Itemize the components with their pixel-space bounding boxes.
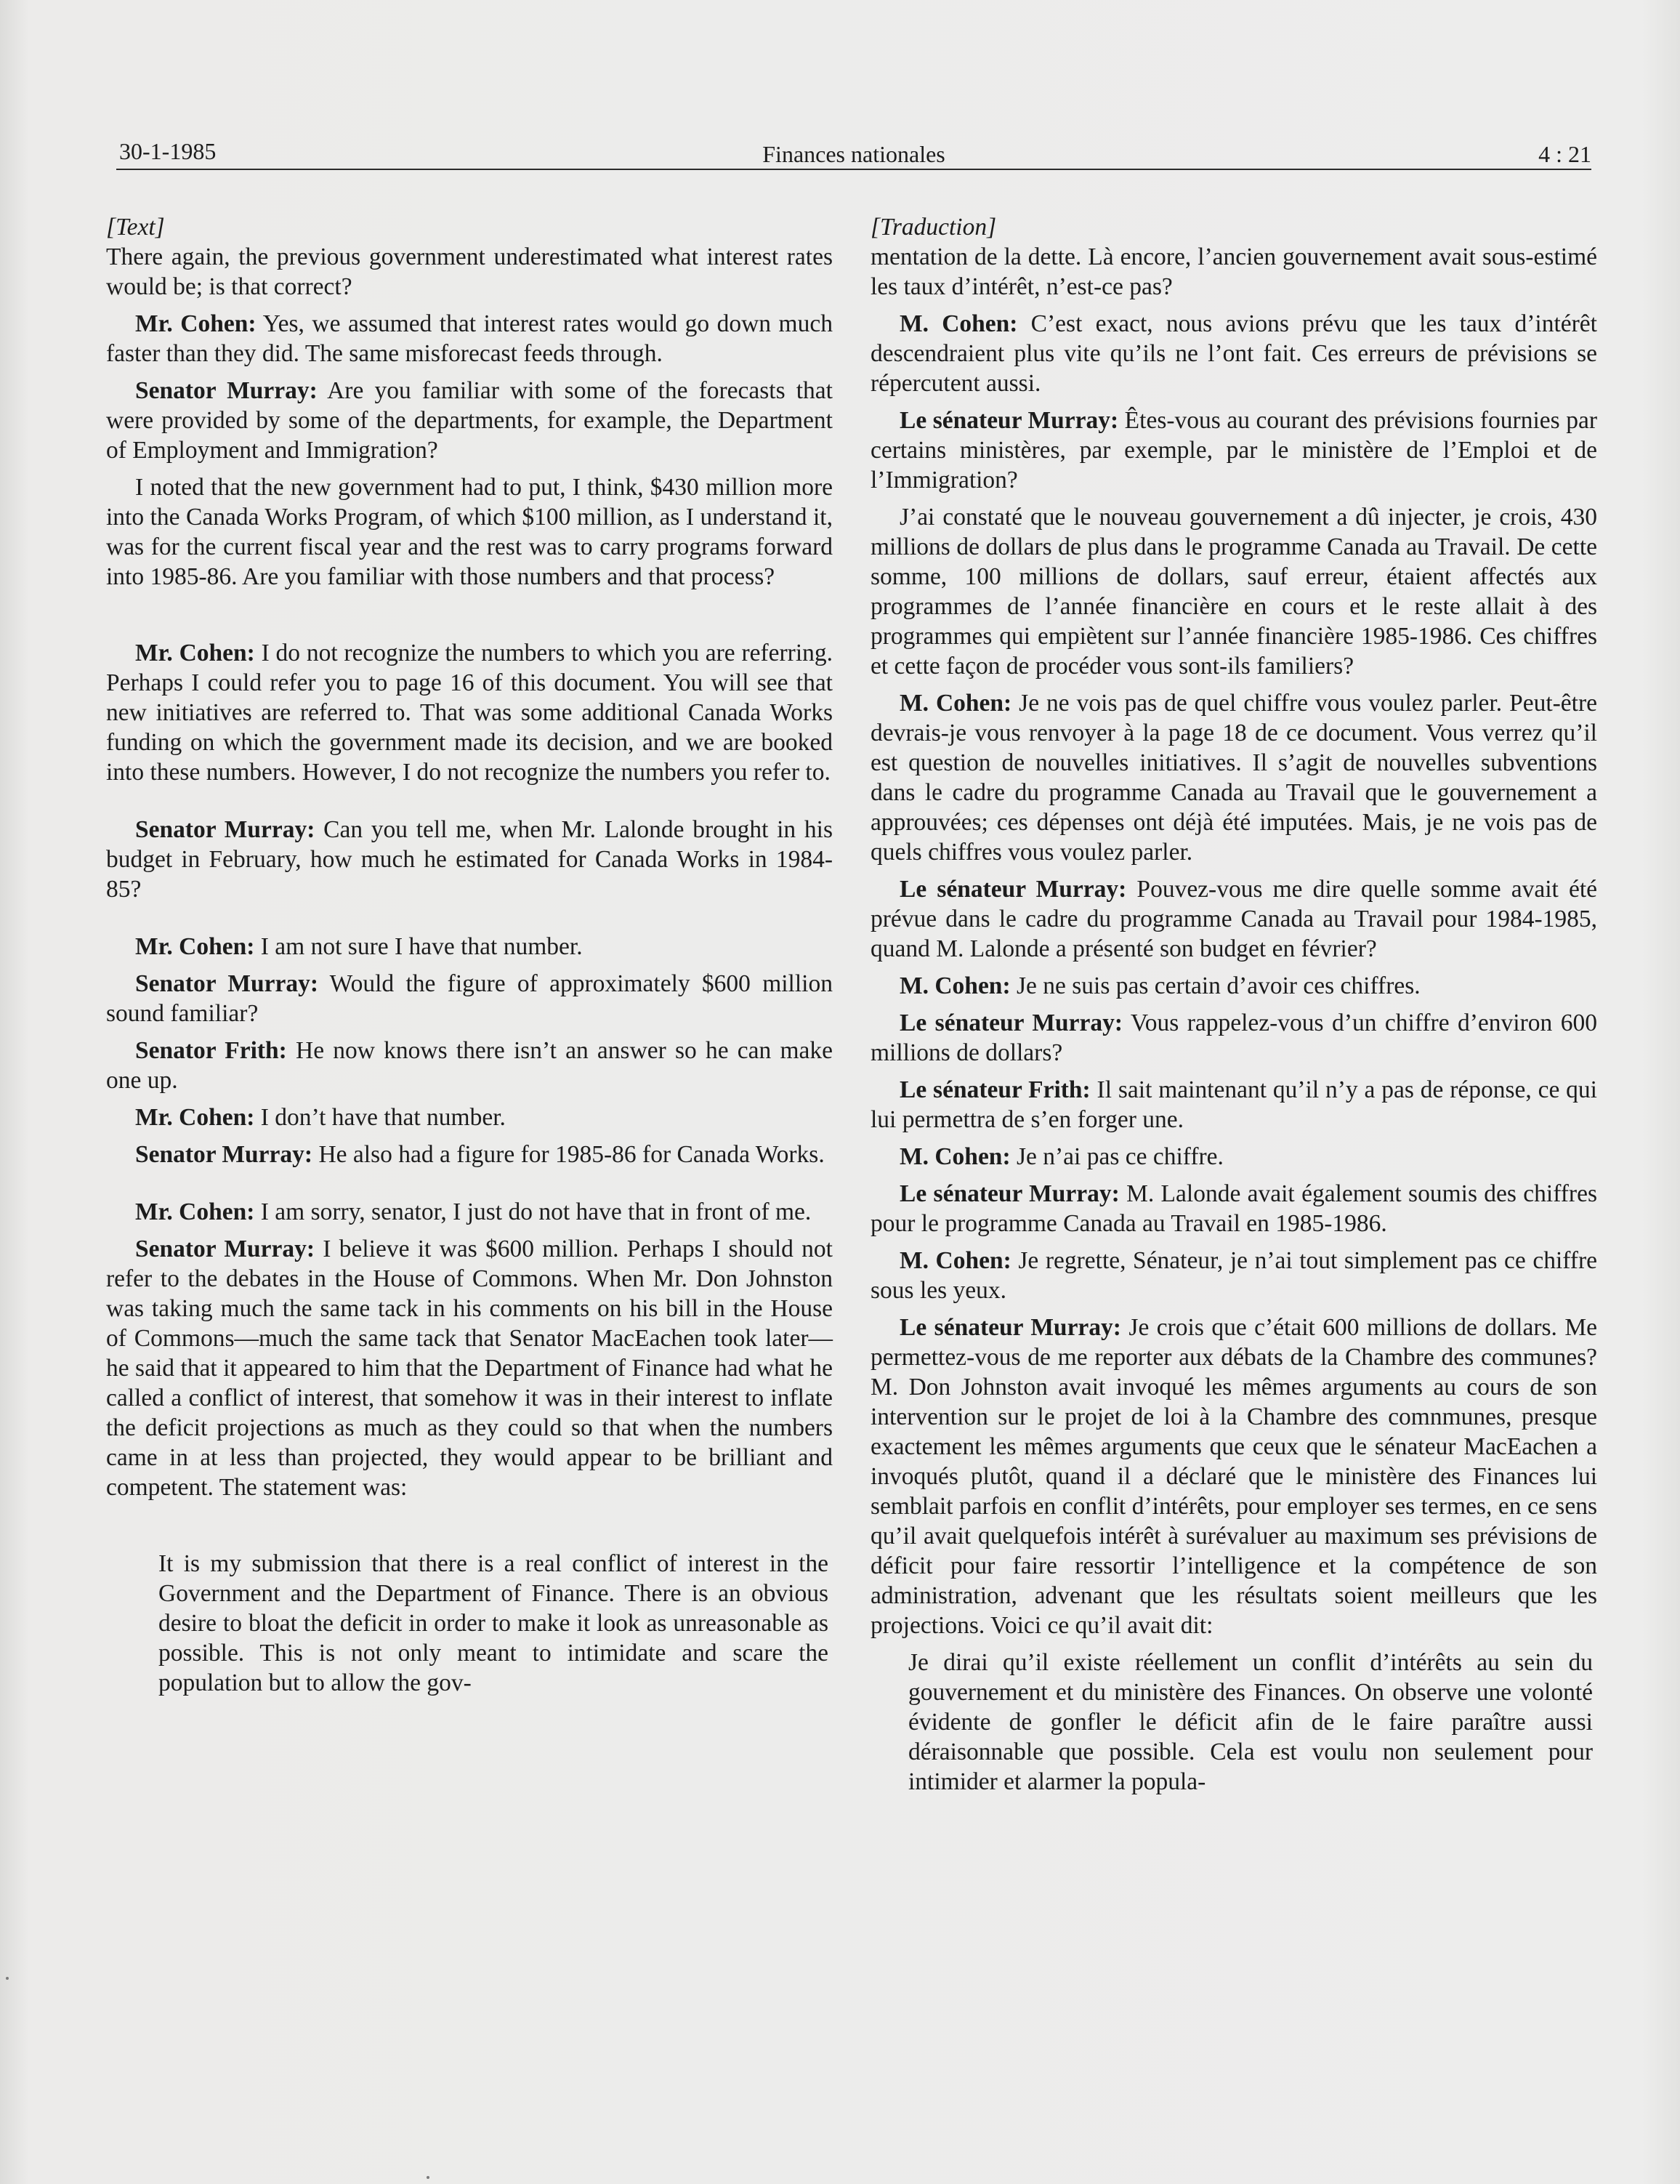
- paragraph: [871, 971, 1597, 1001]
- speaker: Senator Frith:: [135, 1037, 287, 1064]
- paragraph: J’ai constaté que le nouveau gouvernement a dû injecter, je crois, 430 millions de dollars de plus dans le programme Canada au Travail. De cette somme, 100 millions de dollars, sauf erreur, étaient affectés aux programmes de l’année financière en cours et le reste allait à des programmes qui empiètent sur l’année financière 1985-1986. Ces chiffres et cette façon de procéder vous sont-ils familiers?: [871, 504, 1597, 680]
- paragraph: [106, 376, 833, 465]
- speech: Je ne vois pas de quel chiffre vous voulez parler. Peut-être devrais-je vous renvoyer à la page 18 de ce document. Vous verrez qu’il est question de nouvelles initiatives. Il s’agit de nouvelles subventions dans le cadre du programme Canada au Travail que le gouvernement a approuvées; ces dépenses ont déjà été imputées. Mais, je ne vois pas de quels chiffres vous voulez parler.: [871, 690, 1597, 866]
- speaker: Mr. Cohen:: [135, 1104, 255, 1131]
- speech: Vous rappelez-vous d’un chiffre d’environ 600 millions de dollars?: [871, 1010, 1597, 1066]
- paragraph: [106, 1036, 833, 1095]
- speech: Êtes-vous au courant des prévisions fournies par certains ministères, par exemple, par le ministère de l’Emploi et de l’Immigration?: [871, 407, 1597, 493]
- speech: Je ne suis pas certain d’avoir ces chiffres.: [1010, 972, 1421, 999]
- paragraph: [871, 406, 1597, 495]
- paragraph: [871, 688, 1597, 867]
- paragraph: I noted that the new government had to put, I think, $430 million more into the Canada Works Program, of which $100 million, as I understand it, was for the current fiscal year and the rest was to carry programs forward into 1985-86. Are you familiar with those numbers and that process?: [106, 474, 833, 590]
- speech: I don’t have that number.: [254, 1104, 506, 1131]
- speaker: Mr. Cohen:: [135, 310, 257, 337]
- speech: Yes, we assumed that interest rates would go down much faster than they did. The same misforecast feeds through.: [106, 310, 833, 367]
- speech: Are you familiar with some of the forecasts that were provided by some of the departments, for example, the Department of Employment and Immigration?: [106, 377, 833, 464]
- speech: I believe it was $600 million. Perhaps I should not refer to the debates in the House of Commons. When Mr. Don Johnston was taking much the same tack in his comments on his bill in the House of Commons—much the same tack that Senator MacEachen took later—he said that it appeared to him that the Department of Finance had what he called a conflict of interest, that somehow it was in their interest to inflate the deficit projections as much as they could so that when the numbers came in at less than projected, they would appear to be brilliant and competent. The statement was:: [106, 1236, 833, 1501]
- speaker: Senator Murray:: [135, 1141, 313, 1168]
- paragraph: [871, 1142, 1597, 1172]
- french-column: [871, 212, 1597, 1797]
- paragraph: [871, 1008, 1597, 1068]
- speaker: Senator Murray:: [135, 1236, 315, 1262]
- speech: He also had a figure for 1985-86 for Canada Works.: [312, 1141, 825, 1168]
- paragraph: [106, 1103, 833, 1132]
- page-header: [116, 137, 1591, 170]
- text-label: [Text]: [106, 214, 165, 241]
- paragraph: [106, 969, 833, 1028]
- paragraph: [106, 1234, 833, 1502]
- speaker: M. Cohen:: [900, 690, 1012, 717]
- paragraph: [106, 932, 833, 962]
- header-title: Finances nationales: [762, 141, 945, 167]
- speech: Can you tell me, when Mr. Lalonde brought in his budget in February, how much he estimated for Canada Works in 1984-85?: [106, 816, 833, 903]
- paragraph: [871, 1179, 1597, 1238]
- header-date: 30-1-1985: [119, 138, 217, 164]
- paragraph: [106, 309, 833, 368]
- speech: I do not recognize the numbers to which you are referring. Perhaps I could refer you to page 16 of this document. You will see that new initiatives are referred to. That was some additional Canada Works funding on which the government made its decision, and we are booked into these numbers. However, I do not recognize the numbers you refer to.: [106, 640, 833, 786]
- paragraph: mentation de la dette. Là encore, l’ancien gouvernement avait sous-estimé les taux d’intérêt, n’est-ce pas?: [871, 243, 1597, 300]
- paragraph: [106, 1197, 833, 1227]
- speech: Je crois que c’était 600 millions de dollars. Me permettez-vous de me reporter aux débats de la Chambre des communes? M. Don Johnston avait invoqué les mêmes arguments au cours de son intervention sur le projet de loi à la Chambre des comnmunes, presque exactement les mêmes arguments que ceux que le sénateur MacEachen a invoqués plutôt, quand il a déclaré que le ministère des Finances lui semblait parfois en conflit d’intérêts, pour employer ses termes, en ce sens qu’il avait quelquefois intérêt à surévaluer au maximum ses prévisions de déficit pour faire ressortir l’intelligence et la compétence de son administration, advenant que les résultats soient meilleurs que les projections. Voici ce qu’il avait dit:: [871, 1314, 1597, 1639]
- speech: Je n’ai pas ce chiffre.: [1010, 1143, 1224, 1170]
- speaker: Senator Murray:: [135, 970, 318, 997]
- paragraph: [871, 1075, 1597, 1135]
- speaker: M. Cohen:: [900, 1143, 1011, 1170]
- speech: C’est exact, nous avions prévu que les taux d’intérêt descendraient plus vite qu’ils ne l’ont fait. Ces erreurs de prévisions se répercutent aussi.: [871, 310, 1597, 397]
- paragraph: [106, 638, 833, 787]
- paragraph: [871, 1313, 1597, 1640]
- speaker: Le sénateur Murray:: [900, 1180, 1120, 1207]
- speech: Pouvez-vous me dire quelle somme avait été prévue dans le cadre du programme Canada au Travail pour 1984-1985, quand M. Lalonde a présenté son budget en février?: [871, 876, 1597, 962]
- speaker: M. Cohen:: [900, 1247, 1011, 1274]
- speech: Je regrette, Sénateur, je n’ai tout simplement pas ce chiffre sous les yeux.: [871, 1247, 1597, 1304]
- speaker: Mr. Cohen:: [135, 640, 255, 666]
- speaker: Mr. Cohen:: [135, 933, 255, 960]
- speaker: Le sénateur Murray:: [900, 876, 1127, 903]
- speaker: Le sénateur Frith:: [900, 1076, 1091, 1103]
- speech: He now knows there isn’t an answer so he can make one up.: [106, 1037, 833, 1094]
- speaker: M. Cohen:: [900, 972, 1011, 999]
- paragraph: [106, 1140, 833, 1169]
- scan-speck: [427, 2176, 429, 2179]
- speech: Il sait maintenant qu’il n’y a pas de réponse, ce qui lui permettra de s’en forger une.: [871, 1076, 1597, 1133]
- scan-speck: [6, 1977, 9, 1980]
- block-quote: Je dirai qu’il existe réellement un conflit d’intérêts au sein du gouvernement et du ministère des Finances. On observe une volonté évidente de gonfler le déficit afin de le faire paraître aussi déraisonnable que possible. Cela est voulu non seulement pour intimider et alarmer la popula-: [908, 1649, 1593, 1795]
- speech: I am not sure I have that number.: [254, 933, 583, 960]
- english-column: [106, 212, 833, 1698]
- speech: I am sorry, senator, I just do not have that in front of me.: [254, 1198, 812, 1225]
- speaker: Le sénateur Murray:: [900, 1314, 1121, 1341]
- speaker: Le sénateur Murray:: [900, 1010, 1123, 1036]
- header-page-number: 4 : 21: [1538, 141, 1591, 167]
- paragraph: [871, 874, 1597, 964]
- speaker: Mr. Cohen:: [135, 1198, 255, 1225]
- paragraph: [871, 1246, 1597, 1305]
- translation-label: [Traduction]: [871, 214, 997, 241]
- speech: Would the figure of approximately $600 million sound familiar?: [106, 970, 833, 1027]
- paragraph: [106, 815, 833, 904]
- speaker: Le sénateur Murray:: [900, 407, 1119, 434]
- block-quote: It is my submission that there is a real conflict of interest in the Government and the Department of Finance. There is an obvious desire to bloat the deficit in order to make it look as unreasonable as possible. This is not only meant to intimidate and scare the population but to allow the gov-: [158, 1550, 828, 1696]
- paragraph: [871, 309, 1597, 398]
- speaker: Senator Murray:: [135, 377, 318, 404]
- speaker: M. Cohen:: [900, 310, 1018, 337]
- paragraph: There again, the previous government underestimated what interest rates would be; is that correct?: [106, 243, 833, 300]
- speaker: Senator Murray:: [135, 816, 315, 843]
- speech: M. Lalonde avait également soumis des chiffres pour le programme Canada au Travail en 1985-1986.: [871, 1180, 1597, 1237]
